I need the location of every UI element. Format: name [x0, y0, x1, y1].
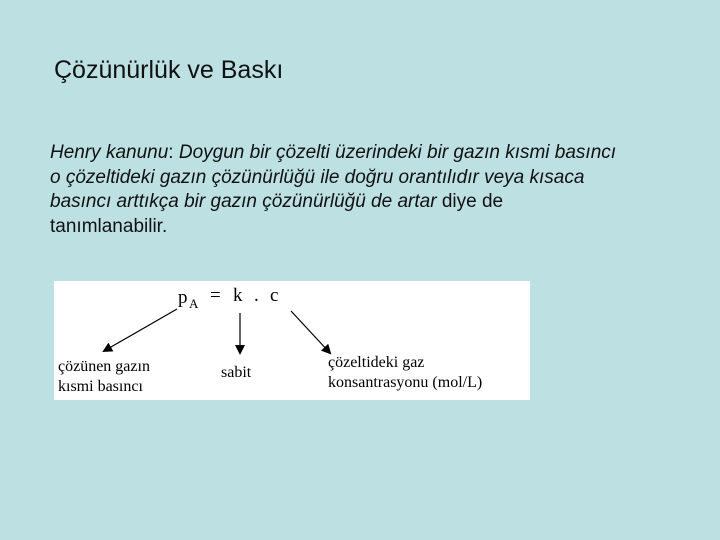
slide-title: Çözünürlük ve Baskı [54, 56, 284, 84]
formula-subscript-a: A [189, 296, 199, 311]
formula-p: p [178, 287, 188, 308]
henry-law-term: Henry kanunu [50, 142, 169, 163]
label-constant: sabit [221, 364, 252, 381]
arrow-to-concentration [291, 311, 330, 353]
definition-italic: Doygun bir çözelti üzerindeki bir gazın kısmi basıncı o çözeltideki gazın çözünürlüğü ile doğru orantılıdır veya kısaca basıncı arttıkça bir gazın çözünürlüğü de artar [50, 142, 617, 212]
definition-paragraph [50, 141, 620, 239]
formula-equals: = [210, 285, 221, 306]
label-solute-gas: çözünen gazın [58, 358, 150, 375]
formula-k: k [233, 285, 243, 306]
term-colon: : [168, 142, 179, 163]
arrow-to-partial-pressure [104, 309, 177, 351]
formula-c: c [270, 285, 279, 306]
formula-dot: . [254, 285, 259, 306]
label-partial-pressure: kısmi basıncı [58, 378, 143, 395]
label-solution-gas: çözeltideki gaz [328, 354, 425, 371]
definition-tail: diye de tanımlanabilir. [50, 191, 504, 237]
henry-formula-diagram [54, 281, 530, 400]
label-concentration: konsantrasyonu (mol/L) [328, 374, 483, 391]
